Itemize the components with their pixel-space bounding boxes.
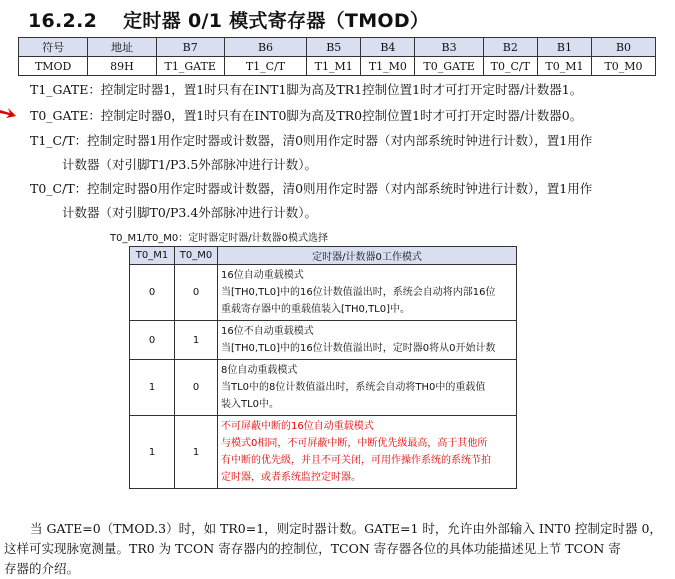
m1-cell: 0: [130, 321, 175, 360]
value-cell: T1_M1: [307, 57, 361, 76]
header-cell: T0_M1: [130, 247, 175, 265]
mode-line: 8位自动重载模式: [221, 365, 298, 376]
mode-description: [218, 360, 517, 416]
pointer-arrow-icon: [0, 107, 16, 119]
mode-line: 定时器，或者系统监控定时器。: [221, 472, 361, 483]
header-cell: T0_M0: [175, 247, 218, 265]
header-cell: B7: [156, 38, 224, 57]
m0-cell: 1: [175, 416, 218, 489]
value-cell: TMOD: [19, 57, 88, 76]
m0-cell: 0: [175, 265, 218, 321]
mode-description: [218, 321, 517, 360]
mode-line: 装入TL0中。: [221, 399, 280, 410]
t0-ct-description-cont: 计数器（对引脚T0/P3.4外部脉冲进行计数）。: [62, 205, 318, 220]
table-row: [130, 321, 517, 360]
value-cell: T1_M0: [361, 57, 415, 76]
value-cell: T0_GATE: [415, 57, 483, 76]
header-cell: B2: [483, 38, 537, 57]
value-cell: T0_M0: [592, 57, 656, 76]
table-row: [130, 360, 517, 416]
footer-paragraph: [4, 519, 664, 579]
footer-line: 存器的介绍。: [4, 561, 80, 576]
t0-ct-description: T0_C/T：控制定时器0用作定时器或计数器，清0则用作定时器（对内部系统时钟进行计数），置1用作: [30, 181, 593, 196]
footer-line: 这样可实现脉宽测量。TR0 为 TCON 寄存器内的控制位，TCON 寄存器各位的具体功能描述见上节 TCON 寄: [4, 541, 621, 556]
mode-line: 与模式0相同，不可屏蔽中断，中断优先级最高，高于其他所: [221, 438, 488, 449]
mode-line: 当[TH0,TL0]中的16位计数值溢出时，定时器0将从0开始计数: [221, 343, 496, 354]
header-cell: 符号: [19, 38, 88, 57]
header-cell: B3: [415, 38, 483, 57]
header-cell: 定时器/计数器0工作模式: [218, 247, 517, 265]
t1-gate-description: T1_GATE：控制定时器1，置1时只有在INT1脚为高及TR1控制位置1时才可打开定时器/计数器1。: [30, 82, 583, 97]
mode-description-highlight: [218, 416, 517, 489]
t1-ct-description-cont: 计数器（对引脚T1/P3.5外部脉冲进行计数）。: [62, 157, 318, 172]
footer-line: 当 GATE=0（TMOD.3）时，如 TR0=1，则定时器计数。GATE=1 时，允许由外部输入 INT0 控制定时器 0，: [30, 521, 662, 536]
t1-ct-description: T1_C/T：控制定时器1用作定时器或计数器，清0则用作定时器（对内部系统时钟进行计数），置1用作: [30, 133, 593, 148]
value-cell: T1_C/T: [224, 57, 306, 76]
m0-cell: 0: [175, 360, 218, 416]
table-row: [130, 416, 517, 489]
register-value-row: [19, 57, 656, 76]
section-heading: 定时器 0/1 模式寄存器（TMOD）: [123, 10, 430, 32]
section-number: 16.2.2: [28, 10, 98, 32]
header-cell: B6: [224, 38, 306, 57]
table-row: [130, 265, 517, 321]
mode-header-row: [130, 247, 517, 265]
header-cell: B1: [537, 38, 591, 57]
mode-line: 16位不自动重载模式: [221, 326, 314, 337]
timer0-mode-table: [129, 246, 517, 489]
mode-line: 当[TH0,TL0]中的16位计数值溢出时，系统会自动将内部16位: [221, 287, 496, 298]
value-cell: 89H: [88, 57, 156, 76]
m0-cell: 1: [175, 321, 218, 360]
tmod-register-table: [18, 37, 656, 76]
header-cell: 地址: [88, 38, 156, 57]
value-cell: T0_M1: [537, 57, 591, 76]
header-cell: B4: [361, 38, 415, 57]
header-cell: B0: [592, 38, 656, 57]
mode-line: 有中断的优先级，并且不可关闭，可用作操作系统的系统节拍: [221, 455, 491, 466]
t0-gate-description: T0_GATE：控制定时器0，置1时只有在INT0脚为高及TR0控制位置1时才可打开定时器/计数器0。: [30, 108, 583, 123]
section-title: [28, 6, 429, 33]
mode-line: 16位自动重载模式: [221, 270, 304, 281]
register-header-row: [19, 38, 656, 57]
mode-description: [218, 265, 517, 321]
header-cell: B5: [307, 38, 361, 57]
m1-cell: 1: [130, 360, 175, 416]
mode-table-caption: T0_M1/T0_M0：定时器定时器/计数器0模式选择: [110, 233, 329, 244]
value-cell: T1_GATE: [156, 57, 224, 76]
m1-cell: 1: [130, 416, 175, 489]
m1-cell: 0: [130, 265, 175, 321]
mode-line: 重载寄存器中的重载值装入[TH0,TL0]中。: [221, 304, 411, 315]
value-cell: T0_C/T: [483, 57, 537, 76]
mode-line: 当TL0中的8位计数值溢出时，系统会自动将TH0中的重载值: [221, 382, 486, 393]
mode-line: 不可屏蔽中断的16位自动重载模式: [221, 421, 374, 432]
